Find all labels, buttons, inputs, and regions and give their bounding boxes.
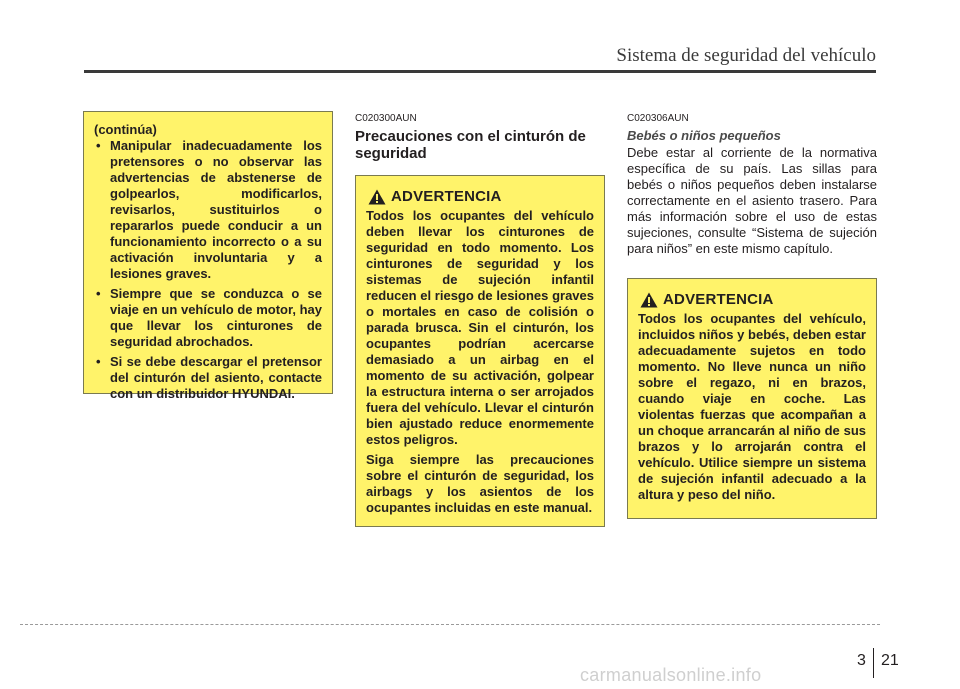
list-item — [94, 286, 322, 350]
page-section-number: 3 — [857, 652, 866, 669]
footer-rule — [20, 624, 880, 625]
section-heading: Precauciones con el cinturón de seguridad — [355, 128, 586, 162]
warning-paragraph: Todos los ocupantes del vehículo deben llevar los cinturones de seguridad en todo momento. Los cinturones de seguridad y los sistemas de sujeción infantil reducen el riesgo de lesiones graves o mortales en caso de colisión o parada brusca. Sin el cinturón, los ocupantes podrían acercarse demasiado a un airbag en el momento de su activación, golpear la estructura interna o ser arrojados fuera del vehículo. Llevar el cinturón bien ajustado reduce enormemente estos peligros. — [366, 208, 594, 447]
bullet-text: Si se debe descargar el pretensor del cinturón del asiento, contacte con un distribuidor HYUNDAI. — [110, 354, 322, 401]
page-number: 21 — [881, 652, 899, 669]
list-item — [94, 138, 322, 282]
page-header-title: Sistema de seguridad del vehículo — [616, 45, 876, 66]
continued-label: (continúa) — [94, 122, 157, 137]
bullet-list — [94, 138, 322, 402]
warning-header — [638, 291, 866, 308]
list-item — [94, 354, 322, 402]
bullet-icon: • — [96, 286, 101, 301]
warning-title: ADVERTENCIA — [391, 188, 502, 205]
header-rule — [84, 70, 876, 73]
warning-header — [366, 188, 594, 205]
section-code: C020300AUN — [355, 113, 417, 124]
warning-paragraph: Siga siempre las precauciones sobre el cinturón de seguridad, los airbags y los asientos de los ocupantes incluidas en este manual. — [366, 452, 594, 515]
warning-box — [627, 278, 877, 519]
warning-box — [355, 175, 605, 527]
section-code: C020306AUN — [627, 113, 689, 124]
section-subheading: Bebés o niños pequeños — [627, 128, 781, 143]
page-number-divider — [873, 648, 874, 678]
bullet-icon: • — [96, 138, 101, 153]
warning-triangle-icon — [368, 189, 386, 205]
warning-triangle-icon — [640, 292, 658, 308]
continued-note-box — [83, 111, 333, 401]
watermark-text: carmanualsonline.info — [580, 665, 762, 685]
section-body: Debe estar al corriente de la normativa específica de su país. Las sillas para bebés o niños pequeños deben instalarse correctamente en el asiento trasero. Para más información sobre el uso de estas sujeciones, consulte “Sistema de sujeción para niños” en este mismo capítulo. — [627, 145, 877, 256]
bullet-text: Manipular inadecuadamente los pretensores o no observar las advertencias de abstenerse de golpearlos, modificarlos, revisarlos, sustituirlos o repararlos puede conducir a un funcionamiento incorrecto o a su activación involuntaria y a lesiones graves. — [110, 138, 322, 281]
bullet-icon: • — [96, 354, 101, 369]
warning-title: ADVERTENCIA — [663, 291, 774, 308]
warning-paragraph: Todos los ocupantes del vehículo, incluidos niños y bebés, deben estar adecuadamente sujetos en todo momento. No lleve nunca un niño sobre el regazo, ni en brazos, cuando viaje en coche. Las violentas fuerzas que acompañan a un choque arrancarán al niño de sus brazos y lo arrojarán contra el vehículo. Utilice siempre un sistema de sujeción infantil adecuado a la altura y peso del niño. — [638, 311, 866, 502]
bullet-text: Siempre que se conduzca o se viaje en un vehículo de motor, hay que llevar los cinturones de seguridad abrochados. — [110, 286, 322, 349]
